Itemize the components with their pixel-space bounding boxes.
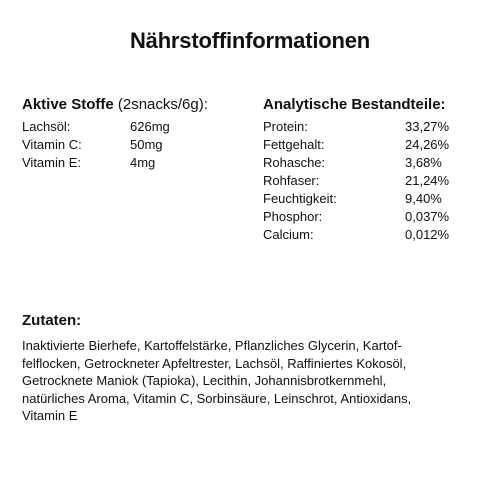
active-substance-name: Vitamin E: — [22, 155, 82, 170]
ingredients-list — [22, 337, 482, 425]
constituent-name: Fettgehalt: — [263, 137, 325, 152]
active-substance-value: 50mg — [130, 137, 163, 152]
active-substance-row — [22, 119, 170, 137]
active-substances-section — [22, 96, 237, 173]
constituent-name: Phosphor: — [263, 209, 323, 224]
active-substances-table — [22, 119, 170, 173]
ingredients-section — [22, 312, 482, 425]
constituent-value: 9,40% — [405, 191, 442, 206]
page-title: Nährstoffinformationen — [129, 28, 371, 53]
constituent-name: Feuchtigkeit: — [263, 191, 337, 206]
constituent-value: 21,24% — [405, 173, 450, 188]
analytical-constituents-heading: Analytische Bestandteile: — [263, 96, 446, 113]
analytical-constituents-table — [263, 119, 449, 245]
constituent-row — [263, 155, 449, 173]
active-substance-row — [22, 137, 170, 155]
constituent-row — [263, 173, 449, 191]
active-substance-value: 4mg — [130, 155, 156, 170]
constituent-value: 0,037% — [405, 209, 450, 224]
constituent-value: 33,27% — [405, 119, 450, 134]
constituent-value: 24,26% — [405, 137, 450, 152]
constituent-row — [263, 227, 449, 245]
ingredients-line: Inaktivierte Bierhefe, Kartoffelstärke, Pflanzliches Glycerin, Kartof- — [22, 338, 402, 353]
constituent-name: Protein: — [263, 119, 308, 134]
constituent-row — [263, 209, 449, 227]
constituent-row — [263, 137, 449, 155]
active-substances-title: Aktive Stoffe — [22, 96, 114, 113]
active-substance-name: Lachsöl: — [22, 119, 71, 134]
constituent-value: 0,012% — [405, 227, 450, 242]
constituent-row — [263, 119, 449, 137]
serving-note: (2snacks/6g): — [117, 96, 208, 113]
constituent-name: Rohfaser: — [263, 173, 320, 188]
ingredients-line: Vitamin E — [22, 408, 78, 423]
constituent-row — [263, 191, 449, 209]
ingredients-line: Getrocknete Maniok (Tapioka), Lecithin, Johannisbrotkernmehl, — [22, 373, 387, 388]
ingredients-line: natürliches Aroma, Vitamin C, Sorbinsäure, Leinschrot, Antioxidans, — [22, 390, 412, 406]
active-substance-value: 626mg — [130, 119, 170, 134]
analytical-constituents-section — [263, 96, 483, 245]
ingredients-line: felflocken, Getrockneter Apfeltrester, Lachsöl, Raffiniertes Kokosöl, — [22, 355, 407, 371]
ingredients-heading: Zutaten: — [22, 312, 82, 329]
active-substance-name: Vitamin C: — [22, 137, 82, 152]
constituent-name: Rohasche: — [263, 155, 326, 170]
constituent-name: Calcium: — [263, 227, 314, 242]
active-substance-row — [22, 155, 170, 173]
active-substances-heading — [22, 96, 237, 113]
constituent-value: 3,68% — [405, 155, 442, 170]
